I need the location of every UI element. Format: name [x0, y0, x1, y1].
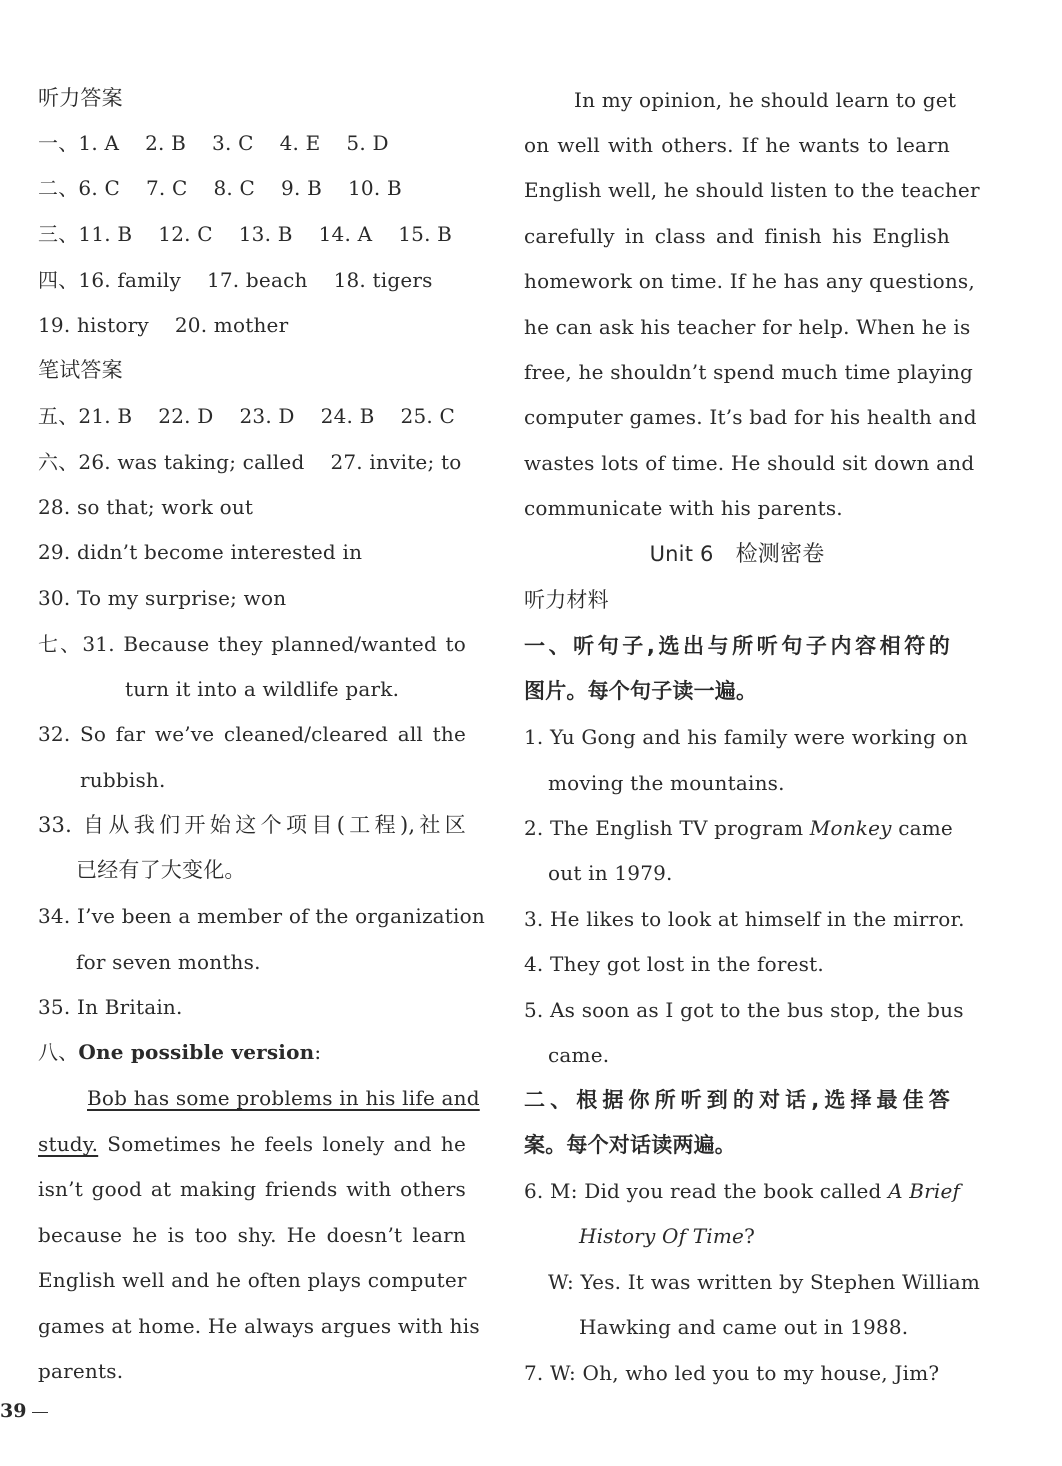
answer-item: 22. D [158, 404, 214, 428]
answer-item: 五、21. B [38, 404, 133, 428]
answer-32-line-1: 32. So far we’ve cleaned/cleared all the [38, 722, 466, 746]
answer-item: 9. B [281, 176, 322, 200]
q6-line-2 [579, 1219, 950, 1253]
answer-row-4 [38, 263, 466, 297]
answer-item: 10. B [347, 176, 402, 200]
section-1-instruction-line-1: 一、听句子,选出与所听句子内容相符的 [524, 634, 950, 658]
essay-cont-line-1: In my opinion, he should learn to get [574, 88, 957, 112]
answer-row-9: 29. didn’t become interested in [38, 540, 363, 564]
essay-cont-line-7: free, he shouldn’t spend much time playing [524, 360, 974, 384]
answer-item: 23. D [239, 404, 295, 428]
q6-line-3: W: Yes. It was written by Stephen William [548, 1270, 981, 1294]
essay-cont-line-5: homework on time. If he has any questions, [524, 269, 975, 293]
answer-33-line-2: 已经有了大变化。 [76, 858, 246, 882]
answer-item: 14. A [318, 222, 373, 246]
page-number-value: 39 [0, 1400, 27, 1422]
q6-line-1 [524, 1174, 961, 1208]
essay-line-6: games at home. He always argues with his [38, 1314, 480, 1338]
listening-material-title: 听力材料 [524, 588, 609, 612]
section-1-instruction-line-2: 图片。每个句子读一遍。 [524, 679, 758, 703]
q7: 7. W: Oh, who led you to my house, Jim? [524, 1361, 940, 1385]
section-2-instruction-line-1: 二、根据你所听到的对话,选择最佳答 [524, 1088, 950, 1112]
q2-line-2: out in 1979. [548, 861, 673, 885]
answer-item: 24. B [320, 404, 375, 428]
answer-33-line-1: 33. 自从我们开始这个项目(工程),社区 [38, 813, 466, 837]
answer-item: 12. C [158, 222, 213, 246]
q1-line-1: 1. Yu Gong and his family were working on [524, 725, 968, 749]
answer-item: 4. E [279, 131, 321, 155]
essay-line-4: because he is too shy. He doesn’t learn [38, 1223, 466, 1247]
essay-cont-line-4: carefully in class and finish his English [524, 224, 950, 248]
answer-item: 17. beach [206, 268, 308, 292]
answer-item: 3. C [212, 131, 254, 155]
answer-item: 四、16. family [38, 268, 181, 292]
essay-line-7: parents. [38, 1359, 124, 1383]
answer-item: 2. B [145, 131, 187, 155]
section-number: 八、 [38, 1040, 79, 1064]
answer-item: 15. B [398, 222, 453, 246]
q3: 3. He likes to look at himself in the mirror. [524, 907, 965, 931]
q6-text: ? [744, 1224, 756, 1248]
answer-row-5 [38, 308, 466, 342]
answer-item: 25. C [400, 404, 456, 428]
essay-cont-line-8: computer games. It’s bad for his health and [524, 405, 977, 429]
section-8-heading [38, 1035, 466, 1069]
answer-item: 5. D [346, 131, 389, 155]
answer-item: 8. C [213, 176, 256, 200]
essay-line-2 [38, 1127, 466, 1161]
answer-item: 二、6. C [38, 176, 120, 200]
q5-line-2: came. [548, 1043, 610, 1067]
section-2-instruction-line-2: 案。每个对话读两遍。 [524, 1133, 736, 1157]
answer-row-2 [38, 171, 466, 205]
answer-item: 三、11. B [38, 222, 133, 246]
q5-line-1: 5. As soon as I got to the bus stop, the bus [524, 998, 964, 1022]
q1-line-2: moving the mountains. [548, 771, 785, 795]
q2-text: 2. The English TV program [524, 816, 810, 840]
answer-row-10: 30. To my surprise; won [38, 586, 287, 610]
answer-34-line-1: 34. I’ve been a member of the organization [38, 904, 485, 928]
answer-item: 18. tigers [333, 268, 433, 292]
listening-answers-title: 听力答案 [38, 86, 123, 110]
answer-31-line-2: turn it into a wildlife park. [125, 677, 400, 701]
answer-31-line-1: 七、31. Because they planned/wanted to [38, 632, 466, 656]
q6-book-title-italic: History Of Time [579, 1224, 745, 1248]
unit-title [524, 537, 950, 571]
answer-row-1 [38, 126, 466, 160]
answer-32-line-2: rubbish. [80, 768, 166, 792]
answer-item: 一、1. A [38, 131, 120, 155]
q2-line-1 [524, 811, 953, 845]
unit-label: Unit 6 [649, 542, 714, 566]
q2-text: came [891, 816, 953, 840]
page-number-dash [32, 1412, 48, 1413]
essay-cont-line-6: he can ask his teacher for help. When he is [524, 315, 971, 339]
essay-cont-line-3: English well, he should listen to the teacher [524, 178, 980, 202]
essay-line-5: English well and he often plays computer [38, 1268, 467, 1292]
q2-title-italic: Monkey [809, 816, 892, 840]
essay-line-3: isn’t good at making friends with others [38, 1177, 466, 1201]
underlined-text: study. [38, 1132, 99, 1156]
essay-cont-line-10: communicate with his parents. [524, 496, 843, 520]
q6-text: 6. M: Did you read the book called [524, 1179, 889, 1203]
essay-cont-line-2: on well with others. If he wants to learn [524, 133, 950, 157]
answer-34-line-2: for seven months. [76, 950, 261, 974]
answer-item: 六、26. was taking; called [38, 450, 305, 474]
section-label: One possible version [78, 1040, 315, 1064]
answer-item: 20. mother [174, 313, 289, 337]
unit-name: 检测密卷 [735, 542, 825, 567]
answer-row-6 [38, 399, 466, 433]
plain-text: Sometimes he feels lonely and he [98, 1132, 466, 1156]
written-answers-title: 笔试答案 [38, 358, 123, 382]
answer-item: 19. history [38, 313, 149, 337]
q6-line-4: Hawking and came out in 1988. [579, 1315, 909, 1339]
q6-book-title-italic: A Brief [888, 1179, 961, 1203]
answer-row-8: 28. so that; work out [38, 495, 254, 519]
answer-row-7 [38, 445, 466, 479]
essay-line-1: Bob has some problems in his life and [87, 1086, 480, 1110]
section-colon: : [314, 1040, 322, 1064]
answer-row-3 [38, 217, 466, 251]
essay-cont-line-9: wastes lots of time. He should sit down and [524, 451, 975, 475]
answer-item: 27. invite; to [330, 450, 462, 474]
q4: 4. They got lost in the forest. [524, 952, 824, 976]
answer-item: 13. B [238, 222, 293, 246]
answer-item: 7. C [145, 176, 188, 200]
page-number [0, 1400, 48, 1422]
answer-35: 35. In Britain. [38, 995, 183, 1019]
